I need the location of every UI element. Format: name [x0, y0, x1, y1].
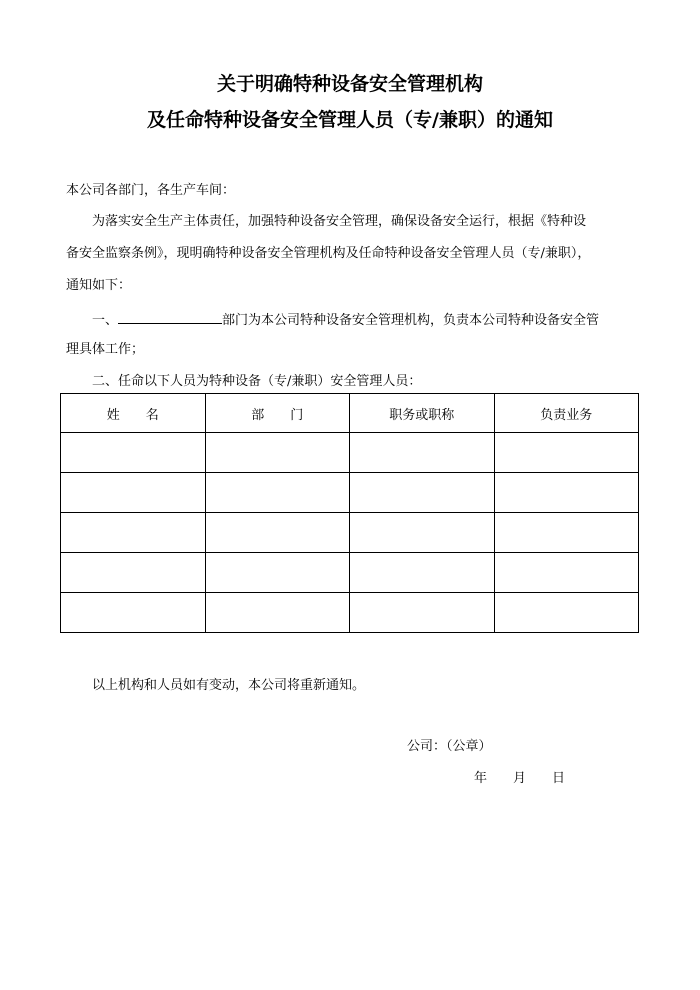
table-cell[interactable]: [494, 593, 639, 633]
date-line: 年 月 日: [474, 771, 566, 786]
table-cell[interactable]: [350, 473, 495, 513]
header-name: 姓 名: [61, 394, 206, 433]
table-cell[interactable]: [350, 513, 495, 553]
item-1-continued: 理具体工作；: [66, 342, 145, 357]
table-cell[interactable]: [61, 433, 206, 473]
table-row: [61, 593, 639, 633]
table-row: [61, 433, 639, 473]
item-1-prefix: 一、: [92, 313, 119, 328]
table-cell[interactable]: [61, 473, 206, 513]
table-cell[interactable]: [205, 473, 350, 513]
salutation: 本公司各部门，各生产车间：: [66, 183, 236, 198]
table-row: [61, 513, 639, 553]
table-cell[interactable]: [205, 593, 350, 633]
body-line-1: 为落实安全生产主体责任，加强特种设备安全管理，确保设备安全运行，根据《特种设: [92, 214, 587, 229]
table-cell[interactable]: [205, 553, 350, 593]
title-line-2: 及任命特种设备安全管理人员（专/兼职）的通知: [147, 109, 553, 131]
staff-table: [60, 393, 639, 633]
table-cell[interactable]: [494, 553, 639, 593]
header-department: 部 门: [205, 394, 350, 433]
table-row: [61, 473, 639, 513]
table-cell[interactable]: [350, 553, 495, 593]
item-1: [92, 309, 599, 330]
table-cell[interactable]: [205, 433, 350, 473]
table-cell[interactable]: [61, 593, 206, 633]
item-2: 二、任命以下人员为特种设备（专/兼职）安全管理人员：: [92, 374, 422, 389]
item-1-text: 部门为本公司特种设备安全管理机构，负责本公司特种设备安全管: [222, 313, 600, 328]
table-cell[interactable]: [61, 553, 206, 593]
company-seal-line: 公司：（公章）: [407, 739, 492, 754]
table-cell[interactable]: [61, 513, 206, 553]
department-blank-line[interactable]: [118, 309, 222, 324]
table-cell[interactable]: [494, 513, 639, 553]
table-cell[interactable]: [350, 593, 495, 633]
table-header-row: [61, 394, 639, 433]
header-position: 职务或职称: [350, 394, 495, 433]
table-cell[interactable]: [205, 513, 350, 553]
body-line-3: 通知如下：: [66, 278, 132, 293]
header-duty: 负责业务: [494, 394, 639, 433]
body-line-2: 备安全监察条例》，现明确特种设备安全管理机构及任命特种设备安全管理人员（专/兼职），: [66, 246, 591, 261]
title-line-1: 关于明确特种设备安全管理机构: [216, 73, 483, 95]
table-cell[interactable]: [494, 433, 639, 473]
table-cell[interactable]: [350, 433, 495, 473]
closing-note: 以上机构和人员如有变动，本公司将重新通知。: [92, 678, 366, 693]
table-row: [61, 553, 639, 593]
table-cell[interactable]: [494, 473, 639, 513]
